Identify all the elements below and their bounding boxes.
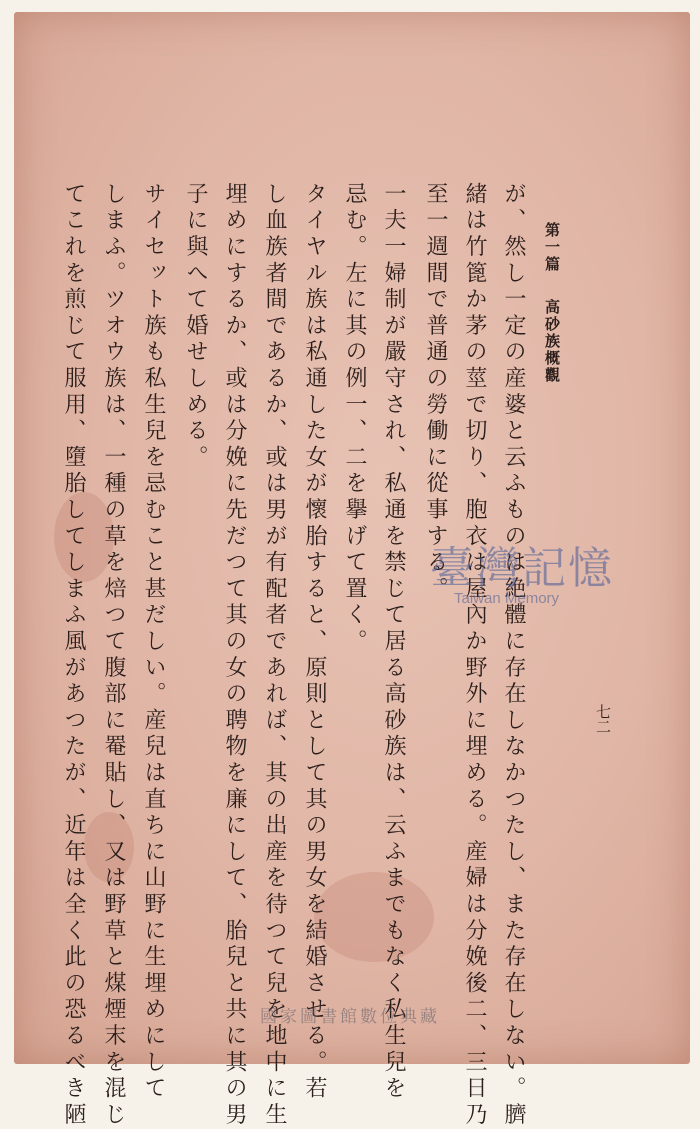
page-number: 七二 bbox=[594, 704, 612, 734]
text-column-5: 忌む。左に其の例一、二を擧げて置く。 bbox=[342, 182, 367, 656]
taiwan-memory-watermark bbox=[430, 532, 614, 607]
text-column-6: タイヤル族は私通した女が懷胎すると、原則として其の男女を結婚させる。若 bbox=[302, 182, 327, 1103]
text-column-12: てこれを煎じて服用、墮胎してしまふ風があつたが、近年は全く此の恐るべき陋 bbox=[61, 182, 86, 1129]
running-header bbox=[542, 222, 563, 384]
watermark-title: 臺灣記憶 bbox=[430, 543, 614, 594]
watermark-subtitle: Taiwan Memory bbox=[454, 590, 560, 607]
text-column-2: 緒は竹篦か茅の莖で切り、胞衣は屋內か野外に埋める。産婦は分娩後二、三日乃 bbox=[462, 182, 487, 1129]
text-column-3: 至一週間で普通の勞働に從事する。 bbox=[423, 182, 448, 603]
paper-stain bbox=[314, 872, 434, 962]
text-column-4: 一夫一婦制が嚴守され、私通を禁じて居る高砂族は、云ふまでもなく私生兒を bbox=[381, 182, 406, 1103]
chapter-label: 第一篇 bbox=[543, 222, 561, 273]
text-column-1: が、然し一定の産婆と云ふものは絶體に存在しなかつたし、また存在しない。臍 bbox=[501, 182, 526, 1129]
text-column-8: 埋めにするか、或は分娩に先だつて其の女の聘物を廉にして、胎兒と共に其の男 bbox=[222, 182, 247, 1129]
text-column-7: し血族者間であるか、或は男が有配者であれば、其の出産を待つて兒を地中に生 bbox=[262, 182, 287, 1129]
library-collection-mark: 國家圖書館數位典藏 bbox=[260, 1007, 440, 1027]
text-column-10: サイセット族も私生兒を忌むこと甚だしい。産兒は直ちに山野に生埋めにして bbox=[141, 182, 166, 1103]
text-column-9: 子に與へて婚せしめる。 bbox=[183, 182, 208, 472]
section-title: 高砂族概觀 bbox=[543, 299, 561, 385]
text-column-11: しまふ。ツオウ族は、一種の草を焙つて腹部に罨貼し、又は野草と煤煙末を混じ bbox=[101, 182, 126, 1129]
